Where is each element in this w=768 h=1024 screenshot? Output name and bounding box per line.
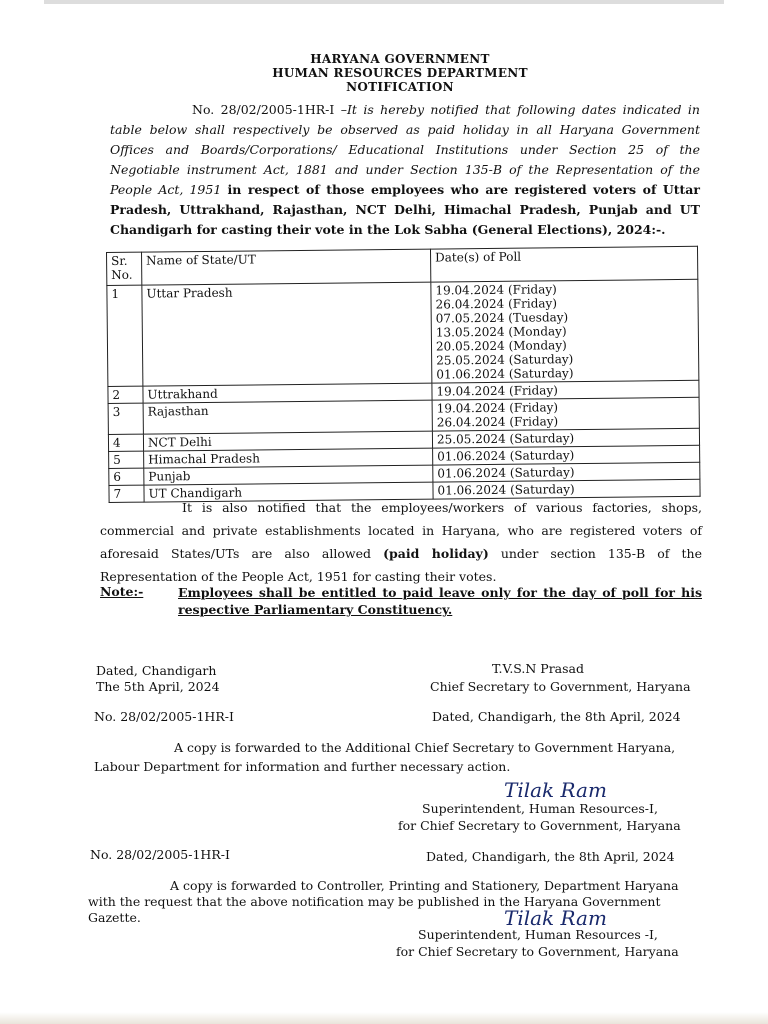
row-dates xyxy=(432,397,699,431)
note-label: Note:- xyxy=(100,584,144,599)
poll-date: 13.05.2024 (Monday) xyxy=(435,324,567,340)
bottom-edge xyxy=(0,1012,768,1024)
intro-number: No. 28/02/2005-1HR-I – xyxy=(192,102,347,117)
also-notified-paragraph xyxy=(100,496,702,588)
row-state: NCT Delhi xyxy=(143,431,432,451)
row-state: UT Chandigarh xyxy=(144,482,433,502)
poll-date: 20.05.2024 (Monday) xyxy=(435,338,567,354)
signoff-designation: Chief Secretary to Government, Haryana xyxy=(430,679,691,694)
signoff-dated-place: Dated, Chandigarh xyxy=(96,663,217,678)
row-state: Rajasthan xyxy=(143,400,432,434)
row-sr-no: 7 xyxy=(109,485,144,502)
table-row xyxy=(107,279,699,386)
copy1-text: A copy is forwarded to the Additional Chief Secretary to Government Haryana, Labour Department for information and further necessary action. xyxy=(94,740,676,774)
poll-date: 01.06.2024 (Saturday) xyxy=(437,482,575,498)
header-dates: Date(s) of Poll xyxy=(430,246,697,282)
poll-date: 01.06.2024 (Saturday) xyxy=(437,465,575,481)
copy2-number: No. 28/02/2005-1HR-I xyxy=(90,847,230,862)
signoff-name: T.V.S.N Prasad xyxy=(492,661,584,676)
row-state: Punjab xyxy=(144,465,433,485)
header-line3: NOTIFICATION xyxy=(346,80,454,94)
poll-date: 25.05.2024 (Saturday) xyxy=(436,431,575,447)
copy2-for: for Chief Secretary to Government, Haryana xyxy=(396,944,679,959)
row-sr-no: 5 xyxy=(109,451,144,468)
poll-date: 19.04.2024 (Friday) xyxy=(436,400,559,416)
also-notified-text-b: under section 135-B of the Representation of the People Act, 1951 for casting their votes. xyxy=(100,546,702,584)
row-sr-no: 6 xyxy=(109,468,144,485)
poll-date: 26.04.2024 (Friday) xyxy=(436,414,559,430)
poll-date: 26.04.2024 (Friday) xyxy=(435,296,558,312)
poll-date: 25.05.2024 (Saturday) xyxy=(436,352,574,368)
intro-bold-text: in respect of those employees who are registered voters of Uttar Pradesh, Uttrakhand, Rajasthan, NCT Delhi, Himachal Pradesh, Punjab and UT Chandigarh for casting their vote in the Lok Sabha (General Elections), 2024:-. xyxy=(110,182,700,237)
note-text: Employees shall be entitled to paid leave only for the day of poll for his respective Parliamentary Constituency. xyxy=(178,585,702,617)
header-line1: HARYANA GOVERNMENT xyxy=(310,52,490,66)
row-sr-no: 4 xyxy=(108,434,143,451)
poll-date: 01.06.2024 (Saturday) xyxy=(436,366,574,382)
poll-date: 07.05.2024 (Tuesday) xyxy=(435,310,569,326)
row-state: Uttar Pradesh xyxy=(142,282,432,386)
copy2-text: A copy is forwarded to Controller, Printing and Stationery, Department Haryana with the request that the above notification may be published in the Haryana Government Gazette. xyxy=(88,878,679,925)
intro-paragraph xyxy=(110,100,700,240)
poll-date: 01.06.2024 (Saturday) xyxy=(437,448,575,464)
copy2-role: Superintendent, Human Resources -I, xyxy=(418,927,658,942)
also-notified-text-a: It is also notified that the employees/workers of various factories, shops, commercial and private establishments located in Haryana, who are registered voters of aforesaid States/UTs are also allowed xyxy=(100,500,702,561)
copy2-signature: Tilak Ram xyxy=(504,906,607,930)
poll-date: 19.04.2024 (Friday) xyxy=(435,282,557,298)
copy1-for: for Chief Secretary to Government, Haryana xyxy=(398,818,681,833)
row-sr-no: 1 xyxy=(107,285,143,386)
copy1-number: No. 28/02/2005-1HR-I xyxy=(94,709,234,724)
header-sr-no: Sr. No. xyxy=(107,252,142,285)
copy1-dated: Dated, Chandigarh, the 8th April, 2024 xyxy=(432,709,681,724)
signoff-dated-date: The 5th April, 2024 xyxy=(96,679,220,694)
poll-dates-table xyxy=(106,246,701,503)
header-state: Name of State/UT xyxy=(142,249,431,285)
copy1-role: Superintendent, Human Resources-I, xyxy=(422,801,658,816)
row-state: Uttrakhand xyxy=(143,383,432,403)
row-state: Himachal Pradesh xyxy=(144,448,433,468)
copy2-dated: Dated, Chandigarh, the 8th April, 2024 xyxy=(426,849,675,864)
poll-date: 19.04.2024 (Friday) xyxy=(436,383,558,399)
row-sr-no: 3 xyxy=(108,403,143,434)
header-line2: HUMAN RESOURCES DEPARTMENT xyxy=(272,66,528,80)
top-edge xyxy=(44,0,724,4)
copy1-signature: Tilak Ram xyxy=(504,778,607,802)
row-sr-no: 2 xyxy=(108,386,143,403)
also-notified-bold: (paid holiday) xyxy=(383,546,489,561)
row-dates xyxy=(431,279,699,383)
intro-text: It is hereby notified that following dates indicated in table below shall respectively be observed as paid holiday in all Haryana Government Offices and Boards/Corporations/ Educational Institutions under Section 25 of the Negotiable instrument Act, 1881 and under Section 135-B of the Representation of the People Act, 1951 xyxy=(110,102,700,197)
